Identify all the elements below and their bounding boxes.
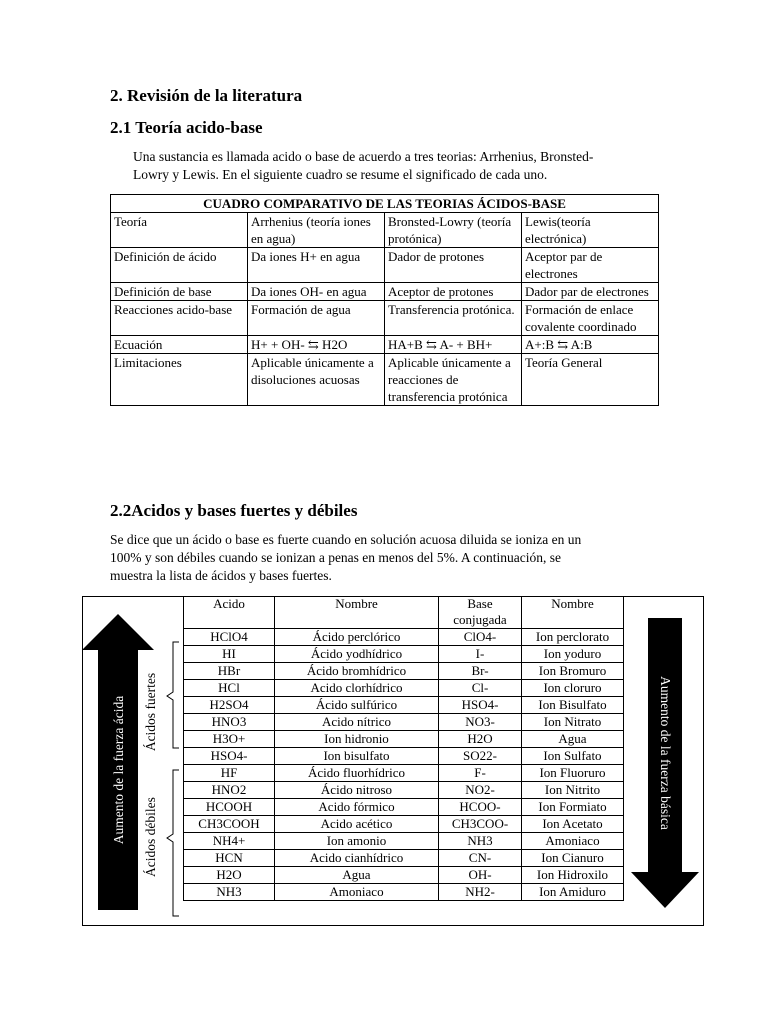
table-row — [184, 782, 624, 799]
table-cell: Ion amonio — [275, 833, 439, 850]
table-cell: Da iones OH- en agua — [248, 283, 385, 301]
table-cell: HNO2 — [184, 782, 275, 799]
table-cell: Definición de ácido — [111, 248, 248, 283]
table-cell: Ácido perclórico — [275, 629, 439, 646]
strong-acids-label: Ácidos fuertes — [143, 672, 158, 752]
table-cell: Acido clorhídrico — [275, 680, 439, 697]
table-cell: Ion Sulfato — [522, 748, 624, 765]
table-row — [184, 765, 624, 782]
table-cell: A+:B ⇆ A:B — [522, 336, 659, 354]
table-cell: Definición de base — [111, 283, 248, 301]
table-header-row — [184, 596, 624, 629]
table-cell: Ion Acetato — [522, 816, 624, 833]
table-row — [184, 680, 624, 697]
table-cell: Aceptor de protones — [385, 283, 522, 301]
table-header: Nombre — [275, 596, 439, 629]
comparison-table-caption: CUADRO COMPARATIVO DE LAS TEORIAS ÁCIDOS-BASE — [111, 195, 659, 213]
table-cell: Aplicable únicamente a disoluciones acuosas — [248, 354, 385, 406]
table-cell: HCOO- — [439, 799, 522, 816]
table-row — [184, 663, 624, 680]
table-cell: H2O — [439, 731, 522, 748]
table-cell: Ion Fluoruro — [522, 765, 624, 782]
table-cell: NH3 — [439, 833, 522, 850]
table-cell: Formación de agua — [248, 301, 385, 336]
table-row — [184, 833, 624, 850]
table-row — [184, 714, 624, 731]
table-cell: HA+B ⇆ A- + BH+ — [385, 336, 522, 354]
table-cell: H3O+ — [184, 731, 275, 748]
table-cell: Ion Nitrato — [522, 714, 624, 731]
table-cell: Ion Nitrito — [522, 782, 624, 799]
table-cell: Reacciones acido-base — [111, 301, 248, 336]
table-cell: Ecuación — [111, 336, 248, 354]
table-cell: Arrhenius (teoría iones en agua) — [248, 213, 385, 248]
table-cell: Ion Bisulfato — [522, 697, 624, 714]
table-cell: Ion hidronio — [275, 731, 439, 748]
table-cell: CH3COOH — [184, 816, 275, 833]
table-cell: HCl — [184, 680, 275, 697]
table-cell: Agua — [522, 731, 624, 748]
table-cell: Ion cloruro — [522, 680, 624, 697]
section-2-2-heading: 2.2Acidos y bases fuertes y débiles — [110, 501, 358, 520]
table-cell: Teoría — [111, 213, 248, 248]
table-cell: Transferencia protónica. — [385, 301, 522, 336]
table-row — [184, 731, 624, 748]
table-row — [184, 884, 624, 901]
acid-base-table — [183, 596, 624, 901]
table-row — [184, 697, 624, 714]
table-cell: Lewis(teoría electrónica) — [522, 213, 659, 248]
table-cell: HNO3 — [184, 714, 275, 731]
section-2-heading: 2. Revisión de la literatura — [110, 86, 303, 105]
table-header: Acido — [184, 596, 275, 629]
table-row — [111, 283, 659, 301]
table-cell: Teoría General — [522, 354, 659, 406]
table-cell: Da iones H+ en agua — [248, 248, 385, 283]
table-cell: Agua — [275, 867, 439, 884]
table-cell: NH3 — [184, 884, 275, 901]
table-cell: Ácido nitroso — [275, 782, 439, 799]
table-row — [111, 213, 659, 248]
grouping-brace-icon — [163, 600, 183, 920]
table-cell: Ácido bromhídrico — [275, 663, 439, 680]
table-row — [111, 248, 659, 283]
table-row — [184, 799, 624, 816]
section-2-2-paragraph: Se dice que un ácido o base es fuerte cuando en solución acuosa diluida se ioniza en un 100% y son débiles cuando se ionizan a penas en menos del 5%. A continuación, se muestra la lista de ácidos y bases fuertes. — [110, 532, 582, 583]
table-cell: Amoniaco — [522, 833, 624, 850]
table-cell: Ion bisulfato — [275, 748, 439, 765]
table-cell: Br- — [439, 663, 522, 680]
table-cell: NO3- — [439, 714, 522, 731]
table-cell: ClO4- — [439, 629, 522, 646]
table-cell: SO22- — [439, 748, 522, 765]
comparison-table — [110, 194, 659, 406]
table-cell: Bronsted-Lowry (teoría protónica) — [385, 213, 522, 248]
table-cell: Dador de protones — [385, 248, 522, 283]
table-cell: Ácido sulfúrico — [275, 697, 439, 714]
table-cell: HSO4- — [184, 748, 275, 765]
table-cell: Acido cianhídrico — [275, 850, 439, 867]
table-row — [184, 867, 624, 884]
table-cell: Ion Hidroxilo — [522, 867, 624, 884]
table-cell: Acido acético — [275, 816, 439, 833]
table-cell: Ion Formiato — [522, 799, 624, 816]
table-row — [184, 748, 624, 765]
table-cell: HCN — [184, 850, 275, 867]
table-cell: HClO4 — [184, 629, 275, 646]
table-cell: HSO4- — [439, 697, 522, 714]
base-strength-label: Aumento de la fuerza básica — [658, 676, 673, 830]
table-cell: OH- — [439, 867, 522, 884]
table-row — [184, 816, 624, 833]
table-header: Base conjugada — [439, 596, 522, 629]
table-cell: Ion yoduro — [522, 646, 624, 663]
table-cell: Ion Bromuro — [522, 663, 624, 680]
table-row — [111, 354, 659, 406]
table-cell: Acido nítrico — [275, 714, 439, 731]
table-row — [111, 301, 659, 336]
table-cell: Dador par de electrones — [522, 283, 659, 301]
table-cell: Aceptor par de electrones — [522, 248, 659, 283]
table-cell: HBr — [184, 663, 275, 680]
table-cell: H+ + OH- ⇆ H2O — [248, 336, 385, 354]
table-cell: CN- — [439, 850, 522, 867]
table-cell: Formación de enlace covalente coordinado — [522, 301, 659, 336]
table-row — [184, 646, 624, 663]
table-cell: Aplicable únicamente a reacciones de transferencia protónica — [385, 354, 522, 406]
table-cell: I- — [439, 646, 522, 663]
table-cell: HCOOH — [184, 799, 275, 816]
acid-strength-label: Aumento de la fuerza ácida — [111, 695, 126, 845]
table-cell: Ion Cianuro — [522, 850, 624, 867]
table-cell: Ion Amiduro — [522, 884, 624, 901]
table-row — [184, 629, 624, 646]
table-cell: H2SO4 — [184, 697, 275, 714]
table-cell: CH3COO- — [439, 816, 522, 833]
table-cell: HI — [184, 646, 275, 663]
table-cell: Ácido yodhídrico — [275, 646, 439, 663]
table-cell: NH4+ — [184, 833, 275, 850]
table-cell: H2O — [184, 867, 275, 884]
table-cell: Ácido fluorhídrico — [275, 765, 439, 782]
table-cell: F- — [439, 765, 522, 782]
table-cell: NO2- — [439, 782, 522, 799]
table-cell: Limitaciones — [111, 354, 248, 406]
weak-acids-label: Ácidos débiles — [143, 797, 158, 877]
table-row — [111, 336, 659, 354]
table-header: Nombre — [522, 596, 624, 629]
table-cell: Amoniaco — [275, 884, 439, 901]
table-row — [184, 850, 624, 867]
table-cell: Ion perclorato — [522, 629, 624, 646]
table-cell: Cl- — [439, 680, 522, 697]
section-2-1-heading: 2.1 Teoría acido-base — [110, 118, 263, 137]
section-2-1-paragraph: Una sustancia es llamada acido o base de acuerdo a tres teorias: Arrhenius, Bronsted- Lowry y Lewis. En el siguiente cuadro se resume el significado de cada uno. — [133, 149, 594, 182]
table-cell: NH2- — [439, 884, 522, 901]
table-cell: HF — [184, 765, 275, 782]
table-cell: Acido fórmico — [275, 799, 439, 816]
